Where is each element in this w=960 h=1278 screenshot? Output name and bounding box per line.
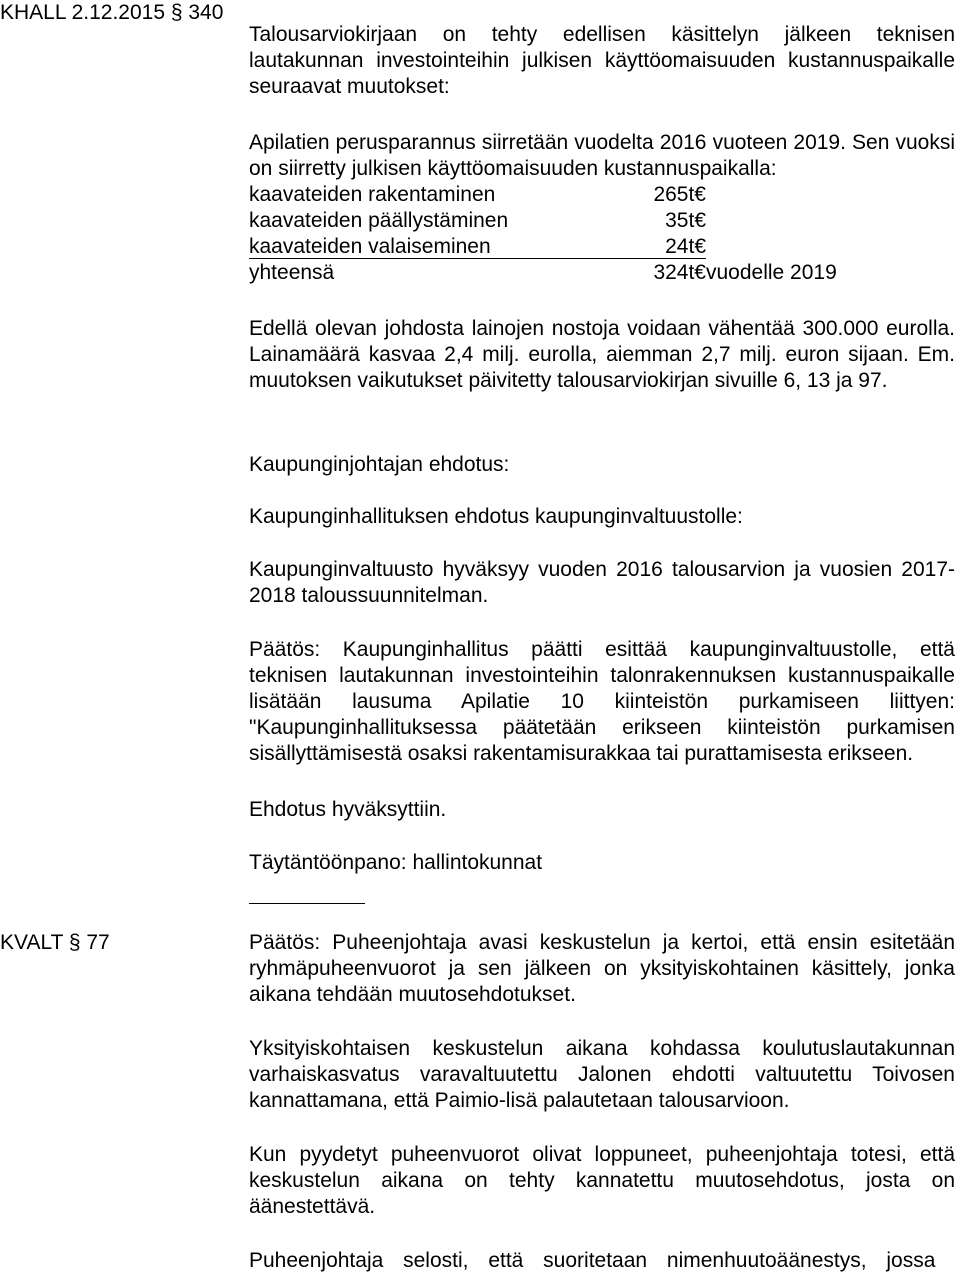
rollcall-paragraph: Puheenjohtaja selosti, että suoritetaan nimenhuutoäänestys, jossa	[249, 1249, 936, 1272]
cost-value: 35t€	[665, 209, 706, 232]
decision-paragraph: Päätös: Kaupunginhallitus päätti esittää kaupunginvaltuustolle, että teknisen lautakunnan investointeihin talonrakennuksen kustannuspaikalle lisätään lausuma Apilatie 10 kiinteistön purkamiseen liittyen: "Kaupunginhallituksessa päätetään erikseen kiinteistön purkamisen sisällyttämisestä osaksi rakentamisurakkaa tai purattamisesta erikseen.	[249, 638, 955, 765]
section-header: KHALL 2.12.2015 § 340	[0, 1, 224, 24]
cost-value: 265t€	[653, 183, 706, 206]
total-label: yhteensä	[249, 261, 335, 284]
cost-row	[249, 234, 955, 260]
detailed-discussion-paragraph: Yksityiskohtaisen keskustelun aikana kohdassa koulutuslautakunnan varhaiskasvatus varavaltuutettu Jalonen ehdotti valtuutettu Toivosen kannattamana, että Paimio-lisä palautetaan talousarvioon.	[249, 1037, 955, 1112]
apilatie-paragraph: Apilatien perusparannus siirretään vuodelta 2016 vuoteen 2019. Sen vuoksi on siirretty julkisen käyttöomaisuuden kustannuspaikalla:	[249, 131, 955, 180]
implementation-line: Täytäntöönpano: hallintokunnat	[249, 851, 543, 874]
kvalt-section-label: KVALT § 77	[0, 931, 110, 954]
total-value: 324t€	[653, 261, 706, 284]
cost-row	[249, 182, 955, 208]
accepted-line: Ehdotus hyväksyttiin.	[249, 798, 447, 821]
board-proposal-heading: Kaupunginhallituksen ehdotus kaupunginvaltuustolle:	[249, 505, 743, 528]
cost-label: kaavateiden valaiseminen	[249, 235, 491, 258]
total-row	[249, 260, 955, 286]
kvalt-decision-paragraph: Päätös: Puheenjohtaja avasi keskustelun ja kertoi, että ensin esitetään ryhmäpuheenvuorot ja sen jälkeen on yksityiskohtainen käsittely, jonka aikana tehdään muutosehdotukset.	[249, 931, 955, 1006]
loans-paragraph: Edellä olevan johdosta lainojen nostoja voidaan vähentää 300.000 eurolla. Lainamäärä kasvaa 2,4 milj. eurolla, aiemman 2,7 milj. euron sijaan. Em. muutoksen vaikutukset päivitetty talousarviokirjan sivuille 6, 13 ja 97.	[249, 317, 955, 392]
cost-value: 24t€	[665, 235, 706, 258]
total-suffix: vuodelle 2019	[706, 261, 837, 284]
mayor-proposal-heading: Kaupunginjohtajan ehdotus:	[249, 453, 510, 476]
intro-paragraph: Talousarviokirjaan on tehty edellisen käsittelyn jälkeen teknisen lautakunnan investointeihin julkisen käyttöomaisuuden kustannuspaikalle seuraavat muutokset:	[249, 23, 955, 98]
cost-label: kaavateiden päällystäminen	[249, 209, 509, 232]
board-proposal-text: Kaupunginvaltuusto hyväksyy vuoden 2016 talousarvion ja vuosien 2017-2018 taloussuunnitelman.	[249, 558, 955, 607]
cost-row	[249, 208, 955, 234]
discussion-ended-paragraph: Kun pyydetyt puheenvuorot olivat loppuneet, puheenjohtaja totesi, että keskustelun aikana on tehty kannatettu muutosehdotus, josta on äänestettävä.	[249, 1143, 955, 1218]
sum-divider	[249, 258, 706, 259]
section-divider	[249, 903, 365, 904]
cost-label: kaavateiden rakentaminen	[249, 183, 496, 206]
cost-table	[249, 182, 955, 286]
